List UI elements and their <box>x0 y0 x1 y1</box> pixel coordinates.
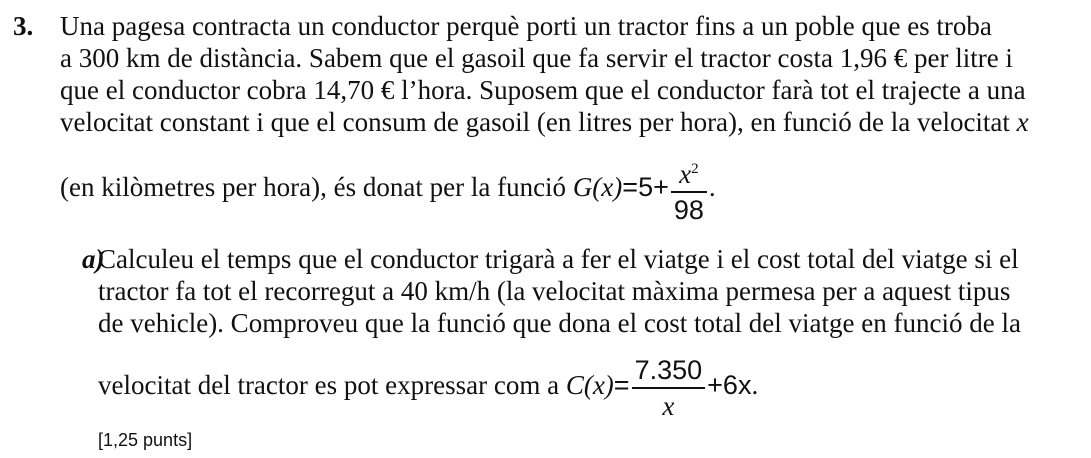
question-line-3: que el conductor cobra 14,70 € l’hora. Suposem que el conductor farà tot el trajecte a una <box>60 75 1026 105</box>
formula-c-end: . <box>751 370 759 400</box>
part-a-line-3: de vehicle). Comproveu que la funció que dona el cost total del viatge en funció de la <box>98 308 1021 338</box>
question-line-4 <box>60 106 1029 138</box>
formula-g-const: 5+ <box>638 172 669 202</box>
part-a-label: a) <box>82 244 105 274</box>
formula-g-exponent: 2 <box>691 161 699 178</box>
formula-g-lhs: G(x) <box>572 172 623 202</box>
formula-g-eq: = <box>622 172 639 202</box>
part-a-line-1: Calculeu el temps que el conductor trigarà a fer el viatge i el cost total del viatge si el <box>98 244 1019 274</box>
formula-c-denominator: x <box>662 390 675 421</box>
formula-g <box>572 159 716 226</box>
question-line-1: Una pagesa contracta un conductor perquè porti un tractor fins a un poble que es troba <box>60 11 992 41</box>
formula-c-eq: = <box>613 370 630 400</box>
formula-g-tail: . <box>708 172 716 202</box>
formula-c-lhs: C(x) <box>565 370 614 400</box>
question-number: 3. <box>13 11 34 41</box>
part-a-line-2: tractor fa tot el recorregut a 40 km/h (la velocitat màxima permesa per a aquest tipus <box>98 276 1011 306</box>
formula-g-denominator: 98 <box>673 195 704 226</box>
formula-c-numerator: 7.350 <box>632 355 706 389</box>
question-line-5 <box>60 152 716 226</box>
formula-g-numerator: x <box>679 159 692 190</box>
question-line-2: a 300 km de distància. Sabem que el gasoil que fa servir el tractor costa 1,96 € per litre i <box>60 43 1013 73</box>
question-line-5-text: (en kilòmetres per hora), és donat per la funció <box>60 172 567 202</box>
part-a-line-4 <box>98 348 758 422</box>
formula-c <box>565 354 759 421</box>
formula-c-tail: +6x <box>707 370 752 400</box>
part-a-line-4-text: velocitat del tractor es pot expressar com a <box>98 370 560 400</box>
formula-g-fraction <box>671 154 707 225</box>
formula-c-fraction <box>632 355 706 421</box>
points-label: [1,25 punts] <box>98 430 193 450</box>
velocity-variable: x <box>1016 107 1029 137</box>
question-line-4-text: velocitat constant i que el consum de gasoil (en litres per hora), en funció de la velocitat <box>60 107 1010 137</box>
